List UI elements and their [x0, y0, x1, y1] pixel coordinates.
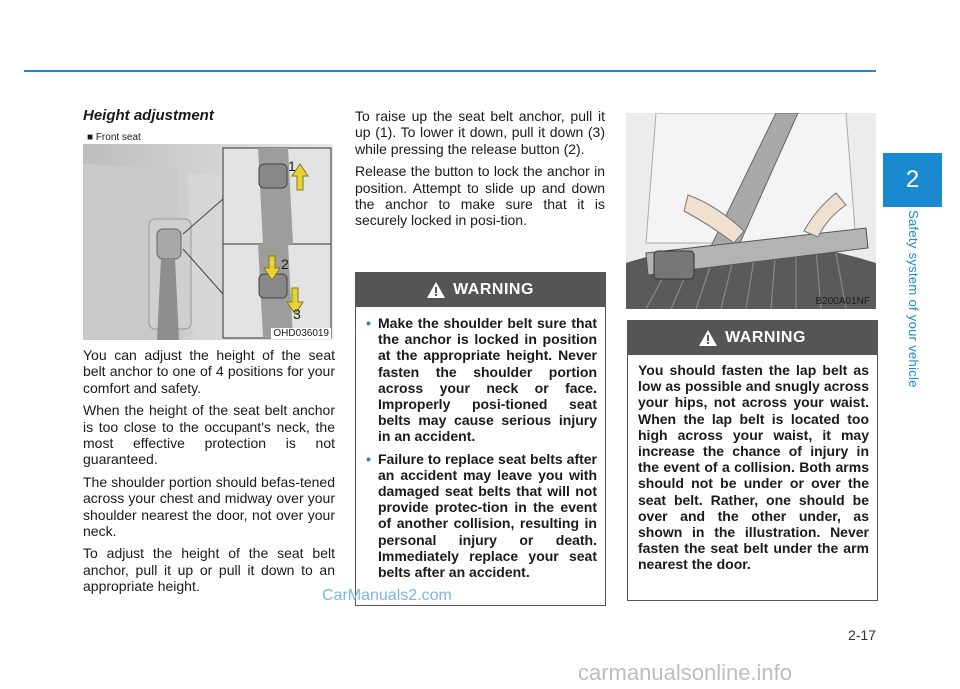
warning-title: WARNING	[725, 329, 806, 346]
paragraph: To raise up the seat belt anchor, pull it up (1). To lower it down, pull it down (3) while pressing the release button (2).	[355, 108, 605, 157]
warning-item: • Failure to replace seat belts after an accident may leave you with damaged seat belts that will not provide protec-tion in the event of another collision, resulting in personal injury or death. Immediately replace your seat belts after an accident.	[366, 450, 597, 581]
callout-2: 2	[281, 256, 289, 272]
watermark-left: CarManuals2.com	[322, 587, 452, 604]
paragraph: Release the button to lock the anchor in position. Attempt to slide up and down the anchor to make sure that it is securely locked in posi-tion.	[355, 163, 605, 229]
paragraph: When the height of the seat belt anchor is too close to the occupant's neck, the most effective protection is not guaranteed.	[83, 402, 335, 468]
chapter-tab: 2	[883, 153, 942, 207]
figure-code: B200A01NF	[815, 296, 870, 307]
chapter-title: Safety system of your vehicle	[906, 210, 921, 388]
paragraph: To adjust the height of the seat belt anchor, pull it up or pull it down to an appropriate height.	[83, 545, 335, 595]
warning-title: WARNING	[453, 281, 534, 298]
warning-body	[356, 307, 605, 580]
header-rule	[24, 70, 876, 72]
callout-1: 1	[288, 158, 296, 174]
lap-belt-figure	[626, 113, 876, 309]
watermark-bottom: carmanualsonline.info	[578, 660, 793, 685]
middle-column	[355, 108, 605, 235]
warning-text: You should fasten the lap belt as low as possible and snugly across your hips, not across your waist. When the lap belt is located too high across your waist, it may increase the chance of injury in the event of a collision. Both arms should not be under or over the seat belt. Rather, one should be over and the other under, as shown in the illustration. Never fasten the seat belt under the arm nearest the door.	[638, 362, 869, 573]
paragraph: The shoulder portion should befas-tened across your chest and midway over your shoulder nearest the door, not over your neck.	[83, 473, 335, 540]
section-heading: Height adjustment	[83, 107, 214, 124]
warning-item: • Make the shoulder belt sure that the anchor is locked in position at the appropriate height. Never fasten the shoulder portion across your neck or face. Improperly posi-tioned seat belts may cause serious injury in an accident.	[366, 315, 597, 445]
belt-anchor-figure	[83, 144, 333, 340]
lap-belt-illustration	[626, 113, 876, 309]
warning-box-2	[627, 320, 878, 601]
bullet-icon: •	[366, 315, 371, 331]
page-number: 2-17	[847, 627, 876, 643]
warning-header	[356, 273, 605, 307]
callout-3: 3	[293, 306, 301, 322]
height-adjustment-column	[83, 107, 335, 595]
figure-code: OHD036019	[273, 328, 329, 339]
bullet-icon: •	[366, 450, 371, 467]
warning-icon	[427, 282, 445, 298]
warning-body	[628, 355, 877, 573]
paragraph: You can adjust the height of the seat belt anchor to one of 4 positions for your comfort and safety.	[83, 347, 335, 396]
figure-label: ■ Front seat	[87, 132, 141, 143]
warning-icon	[699, 330, 717, 346]
warning-box-1	[355, 272, 606, 606]
warning-header	[628, 321, 877, 355]
